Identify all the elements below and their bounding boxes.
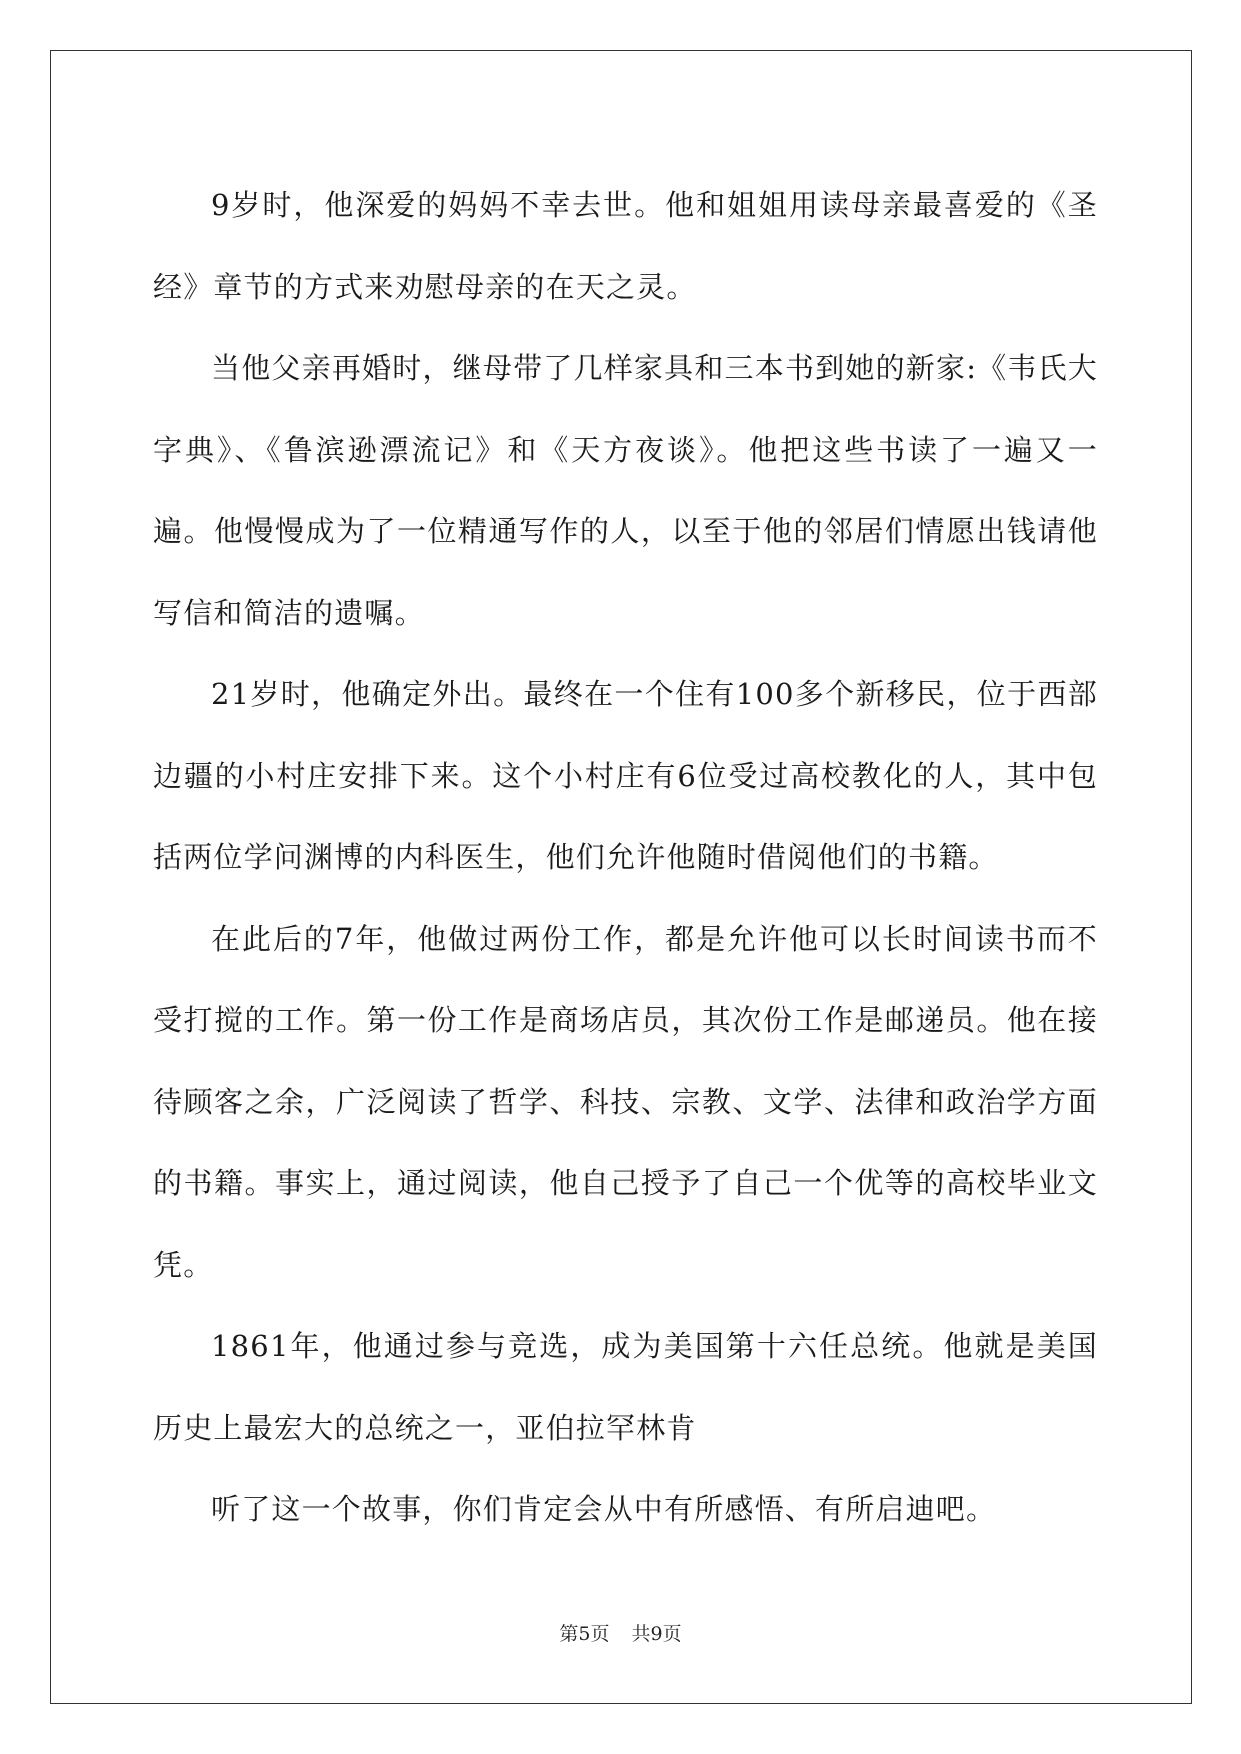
paragraph: 在此后的7年，他做过两份工作，都是允许他可以长时间读书而不受打搅的工作。第一份工作是商场店员，其次份工作是邮递员。他在接待顾客之余，广泛阅读了哲学、科技、宗教、文学、法律和政治学方面的书籍。事实上，通过阅读，他自己授予了自己一个优等的高校毕业文凭。 xyxy=(153,921,1098,1282)
paragraph: 21岁时，他确定外出。最终在一个住有100多个新移民，位于西部边疆的小村庄安排下来。这个小村庄有6位受过高校教化的人，其中包括两位学问渊博的内科医生，他们允许他随时借阅他们的书籍。 xyxy=(153,677,1098,874)
current-page-number: 第5页 xyxy=(559,1623,610,1645)
paragraph: 9岁时，他深爱的妈妈不幸去世。他和姐姐用读母亲最喜爱的《圣经》章节的方式来劝慰母亲的在天之灵。 xyxy=(153,188,1098,304)
paragraph: 1861年，他通过参与竞选，成为美国第十六任总统。他就是美国历史上最宏大的总统之一，亚伯拉罕林肯 xyxy=(153,1329,1098,1445)
paragraph: 当他父亲再婚时，继母带了几样家具和三本书到她的新家:《韦氏大字典》、《鲁滨逊漂流记》和《天方夜谈》。他把这些书读了一遍又一遍。他慢慢成为了一位精通写作的人，以至于他的邻居们情愿出钱请他写信和简洁的遗嘱。 xyxy=(153,351,1098,630)
page-footer xyxy=(0,1619,1241,1646)
paragraph: 听了这一个故事，你们肯定会从中有所感悟、有所启迪吧。 xyxy=(211,1492,997,1526)
document-body xyxy=(153,165,1098,1551)
total-pages: 共9页 xyxy=(631,1623,682,1645)
